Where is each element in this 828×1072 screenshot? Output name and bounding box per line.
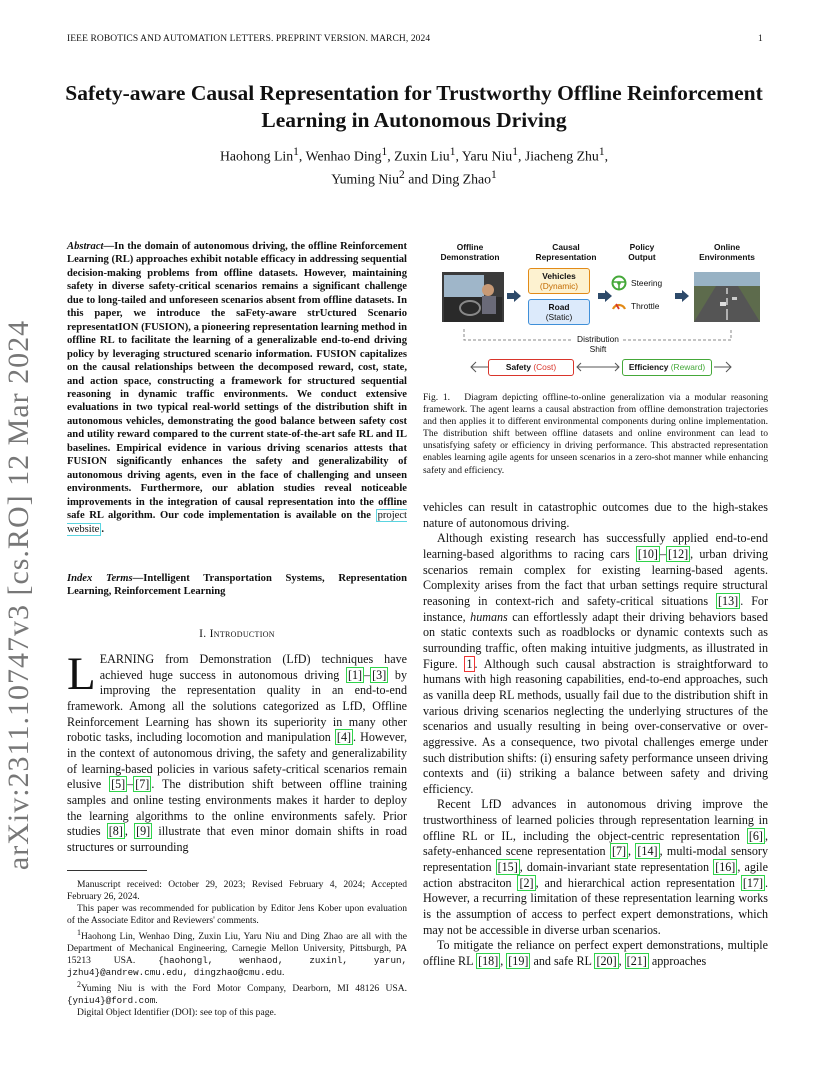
driver-demonstration-image bbox=[442, 272, 504, 322]
road-node: Road (Static) bbox=[528, 299, 590, 325]
paragraph: Recent LfD advances in autonomous driving improve the trustworthiness of learned policies through representation learning in offline RL or IL, including the object-centric representation [6] , safety-enhanced scene representation [7] , [14] , multi-modal sensory representation [15] , domain-invariant state representation [16] , agile action abstraciton [2] , and hierarchical action representation [17] . However, a recurring limitation of these representation learning works is the assumption of access to perfect expert demonstrations, which may not be accessible in diverse urban scenarios. bbox=[423, 797, 769, 937]
throttle-gauge-icon bbox=[611, 298, 627, 310]
online-environment-image bbox=[694, 272, 760, 322]
citation[interactable]: [13] bbox=[718, 593, 739, 608]
citation[interactable]: [14] bbox=[637, 844, 658, 859]
right-column-text bbox=[423, 500, 768, 970]
paper-title: Safety-aware Causal Representation for Trustworthy Offline Reinforcement Learning in Autonomous Driving bbox=[65, 81, 763, 132]
arxiv-stamp: arXiv:2311.10747v3 [cs.RO] 12 Mar 2024 bbox=[2, 319, 35, 871]
paragraph: vehicles can result in catastrophic outcomes due to the high-stakes nature of autonomous driving. bbox=[423, 500, 768, 530]
citation[interactable]: [9] bbox=[136, 824, 151, 839]
citation[interactable]: [8] bbox=[108, 824, 123, 839]
page-number: 1 bbox=[758, 34, 763, 44]
arrow-icon bbox=[674, 290, 690, 302]
steering-wheel-icon bbox=[611, 275, 627, 291]
citation[interactable]: [7] bbox=[611, 844, 627, 859]
footnotes: Manuscript received: October 29, 2023; Revised February 4, 2024; Accepted February 26, 2024. This paper was recommended for publication by Editor Jens Kober upon evaluation of the Associate Editor and Reviewers' comments. $^1$Haohong Lin, Wenhao Ding, Zuxin Liu, Yaru Niu and Ding Zhao are all with the Department of Mechanical Engineering, Carnegie Mellon University, Pittsburgh, PA 15213 USA. {haohongl, wenhaod, zuxinl, yarun, jzhu4}@andrew.cmu.edu, dingzhao@cmu.edu. $^2$Yuming Niu is with the Ford Motor Company, Dearborn, MI 48126 USA. {yniu4}@ford.com. Digital Object Identifier (DOI): see top of this page. bbox=[67, 879, 407, 1019]
citation[interactable]: [15] bbox=[497, 860, 518, 875]
author-line-1: Haohong Lin$^1$, Wenhao Ding$^1$, Zuxin Liu$^1$, Yaru Niu$^1$, Jiacheng Zhu$^1$, bbox=[219, 146, 609, 164]
efficiency-reward-node: Efficiency (Reward) bbox=[622, 359, 712, 376]
abstract: Abstract—In the domain of autonomous driving, the offline Reinforcement Learning (RL) approaches exhibit notable efficacy in addressing sequential decision-making problems from offline datasets. However, maintaining safety in diverse safety-critical scenarios remains a significant challenge due to long-tailed and unforeseen scenarios absent from offline datasets. In this paper, we introduce the saFety-aware strUctured Scenario representatION (FUSION), a pioneering representation learning method in offline RL to facilitate the learning of a generalizable end-to-end driving policy by leveraging structured scenario information. FUSION capitalizes on the causal relationships between the decomposed reward, cost, state, and action space, constructing a framework for structured sequential reasoning in dynamic traffic environments. We conduct extensive evaluations in two typical real-world settings of the distribution shift in autonomous vehicles, demonstrating the good balance between safety cost and utility reward compared to the current state-of-the-art safe RL and IL baselines. Empirical evidence in various driving scenarios attests that FUSION significantly enhances the safety and generalizability of autonomous driving agents, even in the face of challenging and unseen environments. Furthermore, our ablation studies reveal noticeable improvements in the integration of causal representation into the offline safe RL algorithm. Our code implementation is available on the project website . bbox=[67, 241, 407, 535]
paragraph: To mitigate the reliance on perfect expert demonstrations, multiple offline RL [18] , [19] and safe RL [20] , [21] approaches bbox=[423, 938, 768, 969]
citation[interactable]: [6] bbox=[748, 828, 763, 843]
distribution-shift-label: Distribution Shift bbox=[577, 334, 619, 354]
project-website-link[interactable]: project website bbox=[67, 510, 407, 535]
paragraph: Although existing research has successfully applied end-to-end learning-based algorithms to racing cars [10] – [12] , urban driving scenarios remain complex for existing learning-based agents. Complexity arises from the fact that urban settings require structural reasoning in context-rich and safety-critical situations [13] . For instance, humans can effortlessly adapt their driving behaviors based on static contexts such as roadblocks or dynamic contexts such as surrounding traffic, often making intuitive judgments, as illustrated in Figure. 1 . Although such causal abstraction is straightforward to humans with high reasoning capabilities, end-to-end approaches, such as vanilla deep RL methods, usually fail due to the distribution shift in various driving scenarios neglecting the underlying structures of the scenarios and usually resulting in being over-conservative or over-aggressive. As a consequence, two pivotal challenges emerge under such distribution shifts: (i) ensuring safety performance unseen driving contexts and (ii) striking a balance between safety and driving efficiency. bbox=[423, 531, 768, 796]
author: Yuming Niu bbox=[331, 171, 400, 187]
fig-col-header: Causal Representation bbox=[535, 242, 597, 262]
fig-col-header: Online Environments bbox=[699, 242, 755, 262]
arrow-right-icon bbox=[712, 360, 734, 374]
citation[interactable]: [18] bbox=[478, 954, 499, 969]
author: Zuxin Liu bbox=[394, 148, 450, 164]
throttle-label: Throttle bbox=[631, 301, 660, 311]
citation[interactable]: [2] bbox=[519, 875, 534, 890]
safety-cost-node: Safety (Cost) bbox=[488, 359, 574, 376]
citation[interactable]: [20] bbox=[596, 954, 617, 969]
author: Wenhao Ding bbox=[305, 148, 382, 164]
citation[interactable]: [3] bbox=[372, 667, 387, 682]
citation[interactable]: [17] bbox=[742, 875, 763, 890]
author-line-2: Yuming Niu$^2$ and Ding Zhao$^1$ bbox=[331, 168, 497, 187]
citation[interactable]: [19] bbox=[508, 954, 529, 969]
author-email: {yniu4}@ford.com bbox=[67, 995, 156, 1007]
figure-1 bbox=[428, 238, 768, 383]
author: Ding Zhao bbox=[431, 171, 492, 187]
figure-reference[interactable]: 1 bbox=[466, 656, 473, 671]
citation[interactable]: [5] bbox=[111, 777, 126, 792]
drop-cap: L bbox=[67, 648, 96, 700]
section-heading-introduction: I. Introduction bbox=[199, 628, 275, 640]
author: Yaru Niu bbox=[461, 148, 513, 164]
citation[interactable]: [21] bbox=[626, 954, 647, 969]
double-arrow-icon bbox=[575, 360, 621, 374]
vehicles-node: Vehicles (Dynamic) bbox=[528, 268, 590, 294]
arrow-icon bbox=[506, 290, 522, 302]
footnote-rule bbox=[67, 870, 147, 871]
running-header: IEEE ROBOTICS AND AUTOMATION LETTERS. PREPRINT VERSION. MARCH, 2024 bbox=[67, 34, 431, 44]
fig-col-header: Offline Demonstration bbox=[440, 242, 500, 262]
figure-caption: Fig. 1. Diagram depicting offline-to-online generalization via a modular reasoning framework. The agent learns a causal abstraction from offline demonstration trajectories and then applies it to different environmental components during online implementation. The distribution shift between offline datasets and online environment can lead to unsatisfying safety or efficiency in driving performance. This abstracted representation enables learning agile agents for unseen scenarios in a zero-shot manner while enhancing safety and efficiency. bbox=[423, 392, 768, 476]
index-terms: Index Terms—Intelligent Transportation Systems, Representation Learning, Reinforcement Learning bbox=[67, 573, 407, 598]
citation[interactable]: [7] bbox=[135, 777, 150, 792]
author-list bbox=[60, 143, 768, 188]
citation[interactable]: [16] bbox=[715, 860, 736, 875]
author: Haohong Lin bbox=[219, 148, 294, 164]
citation[interactable]: [10] bbox=[637, 546, 658, 561]
steering-label: Steering bbox=[631, 278, 663, 288]
fig-col-header: Policy Output bbox=[628, 242, 656, 262]
author-emails: {haohongl, wenhaod, zuxinl, yarun, jzhu4}@andrew.cmu.edu, dingzhao@cmu.edu bbox=[67, 955, 407, 979]
author: Jiacheng Zhu bbox=[524, 148, 599, 164]
citation[interactable]: [12] bbox=[668, 546, 689, 561]
citation[interactable]: [1] bbox=[347, 667, 363, 682]
intro-paragraph: LEARNING from Demonstration (LfD) techniques have achieved huge success in autonomous driving [1] – [3] by improving the representation quality in an end-to-end framework. Among all the solutions categorized as LfD, Offline Reinforcement Learning has shown its superiority in many other robotic tasks, including locomotion and manipulation [4] . However, in the context of autonomous driving, the safety and generalizability of learning-based policies in various safety-critical scenarios remain elusive [5] – [7] . The distribution shift between offline training samples and online testing environments makes it harder to deploy the learning algorithms to the online environments safely. Prior studies [8] , [9] illustrate that even minor domain shifts in road structures or surrounding bbox=[67, 648, 408, 854]
arrow-left-icon bbox=[468, 360, 490, 374]
citation[interactable]: [4] bbox=[336, 730, 352, 745]
